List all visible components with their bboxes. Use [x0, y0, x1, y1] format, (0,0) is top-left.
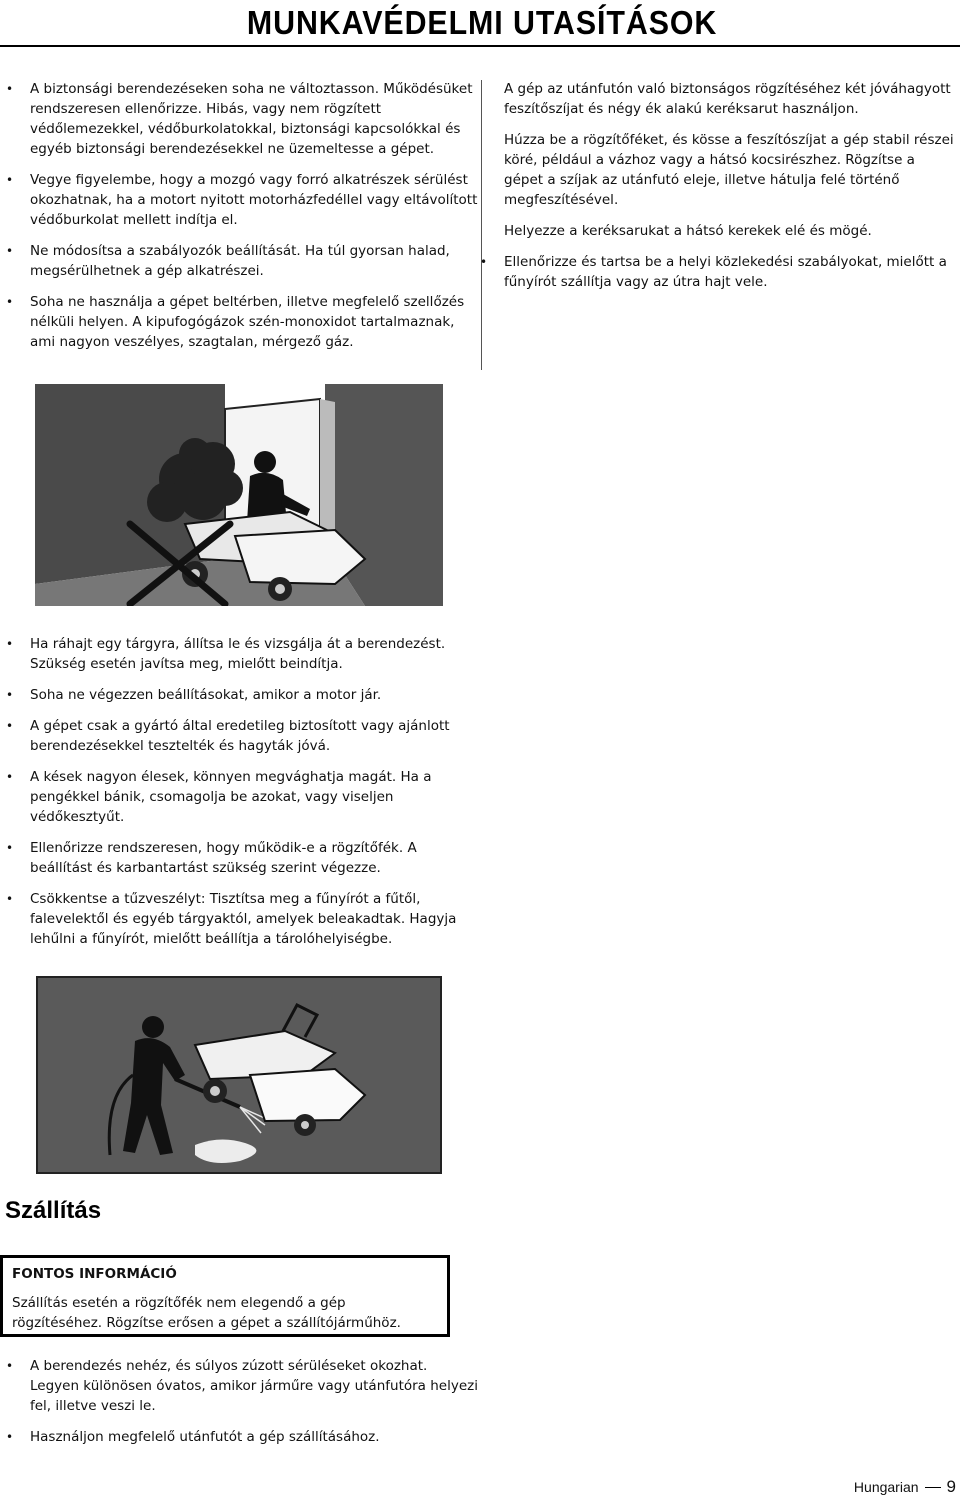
indoor-mower-exhaust-prohibited-illustration [35, 384, 443, 606]
list-item: • Soha ne használja a gépet beltérben, illetve megfelelő szellőzés nélküli helyen. A kipufogógázok szén-monoxidot tartalmaznak, ami nagyon veszélyes, szagtalan, mérgező gáz. [0, 292, 478, 352]
list-item: • Ha ráhajt egy tárgyra, állítsa le és vizsgálja át a berendezést. Szükség esetén javítsa meg, mielőtt beindítja. [0, 634, 478, 674]
list-item: • Ellenőrizze rendszeresen, hogy működik-e a rögzítőfék. A beállítást és karbantartást szükség szerint végezze. [0, 838, 478, 878]
list-item: • Ellenőrizze és tartsa be a helyi közlekedési szabályokat, mielőtt a fűnyírót szállítja vagy az útra hajt vele. [474, 252, 954, 292]
left-top-list [0, 79, 478, 352]
left-bottom-list [0, 1356, 478, 1447]
left-mid-list [0, 634, 478, 949]
section-title: Szállítás [5, 1197, 102, 1224]
footer-dash [925, 1487, 941, 1488]
right-top-list [504, 252, 954, 292]
list-item: • A biztonsági berendezéseken soha ne változtasson. Működésüket rendszeresen ellenőrizze. Hibás, vagy nem rögzített védőlemezekkel, védőburkolatokkal, biztonsági kapcsolókkal és egyéb biztonsági berendezésekkel ne üzemeltesse a gépet. [0, 79, 478, 159]
list-item: • Csökkentse a tűzveszélyt: Tisztítsa meg a fűnyírót a fűtől, falevelektől és egyéb tárgyaktól, amelyek beleakadtak. Hagyja lehűlni a fűnyírót, mielőtt beállítja a tárolóhelyiségbe. [0, 889, 478, 949]
left-bottom-section [0, 1356, 478, 1458]
door-frame-shape [320, 399, 335, 544]
mower-washing-illustration [35, 975, 443, 1175]
notice-box [0, 1255, 450, 1337]
list-item: • A berendezés nehéz, és súlyos zúzott sérüléseket okozhat. Legyen különösen óvatos, amikor járműre vagy utánfutóra helyezi fel, illetve veszi le. [0, 1356, 478, 1416]
notice-title: FONTOS INFORMÁCIÓ [12, 1266, 177, 1282]
column-divider [481, 80, 482, 370]
paragraph: Húzza be a rögzítőféket, és kösse a feszítószíjat a gép stabil részei köré, például a vázhoz vagy a hátsó kocsirészhez. Rögzítse a gépet a szíjak az utánfutó eleje, illetve hátulja felé történő megfeszítésével. [504, 132, 954, 208]
header-rule [0, 45, 960, 47]
list-item: • A gépet csak a gyártó által eredetileg biztosított vagy ajánlott berendezésekkel tesztelték és hagyták jóvá. [0, 716, 478, 756]
list-item: • Soha ne végezzen beállításokat, amikor a motor jár. [0, 685, 478, 705]
left-top-section [0, 79, 478, 363]
paragraph: A gép az utánfutón való biztonságos rögzítéséhez két jóváhagyott feszítőszíjat és négy ék alakú keréksarut használjon. [504, 81, 951, 117]
list-item: • A kések nagyon élesek, könnyen megvághatja magát. Ha a pengékkel bánik, csomagolja be azokat, vagy viseljen védőkesztyűt. [0, 767, 478, 827]
left-mid-section [0, 634, 478, 960]
page-footer [854, 1477, 956, 1497]
right-top-section [504, 79, 954, 292]
list-item: • Ne módosítsa a szabályozók beállítását. Ha túl gyorsan halad, megsérülhetnek a gép alkatrészei. [0, 241, 478, 281]
notice-text: Szállítás esetén a rögzítőfék nem elegendő a gép rögzítéséhez. Rögzítse erősen a gépet a szállítójárműhöz. [12, 1295, 401, 1331]
footer-language: Hungarian [853, 1479, 919, 1495]
page-number: 9 [946, 1477, 956, 1496]
list-item: • Használjon megfelelő utánfutót a gép szállításához. [0, 1427, 478, 1447]
page-title: MUNKAVÉDELMI UTASÍTÁSOK [246, 4, 717, 41]
list-item: • Vegye figyelembe, hogy a mozgó vagy forró alkatrészek sérülést okozhatnak, ha a motort nyitott motorházfedéllel vagy eltávolított védőburkolat mellett indítja el. [0, 170, 478, 230]
paragraph: Helyezze a keréksarukat a hátsó kerekek elé és mögé. [504, 223, 872, 239]
